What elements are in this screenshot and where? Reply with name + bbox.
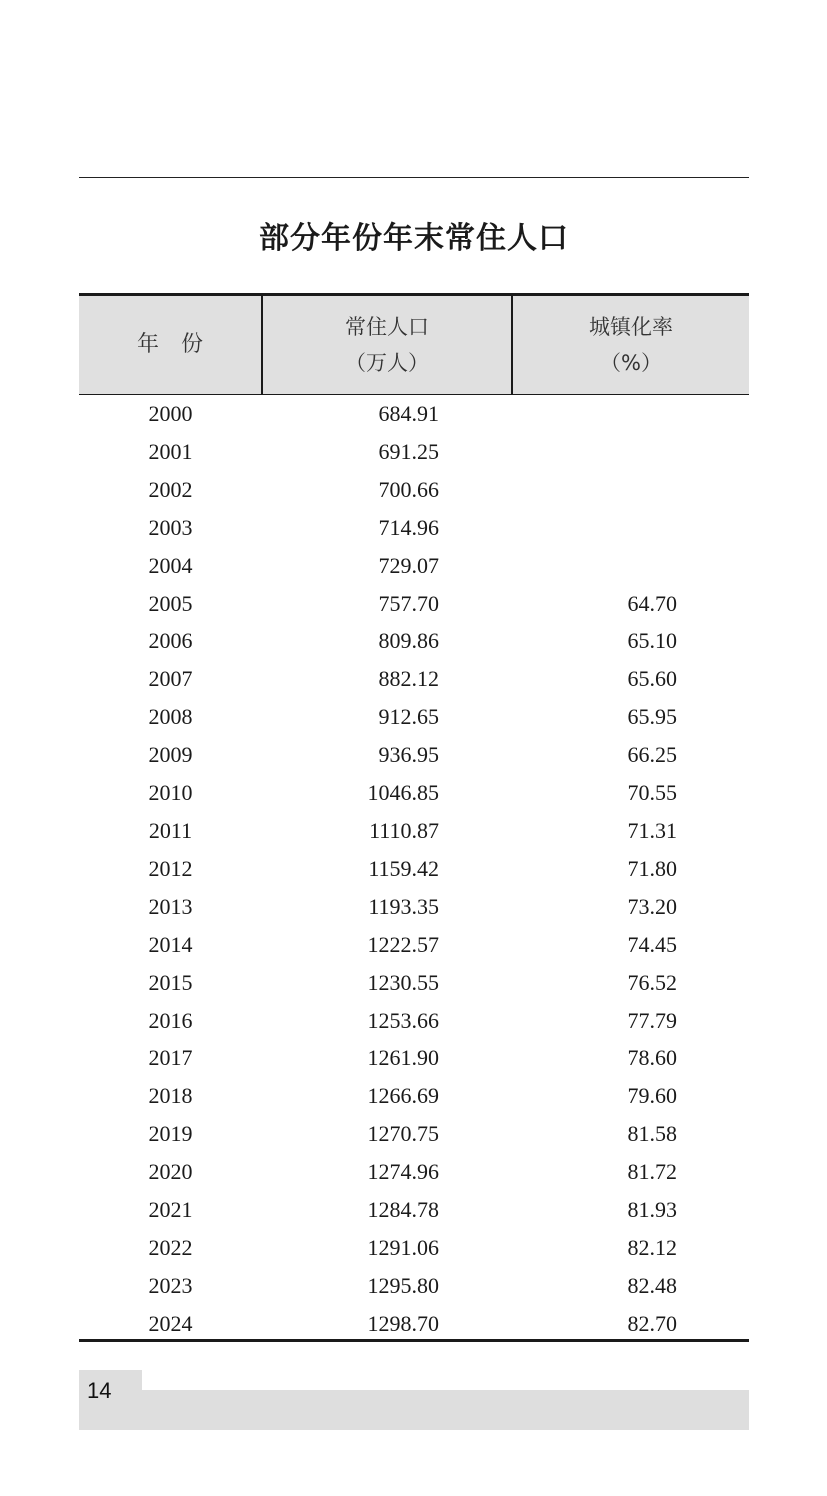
cell-population: 882.12	[378, 666, 439, 692]
cell-year: 2009	[148, 742, 193, 768]
cell-year: 2022	[148, 1234, 193, 1260]
cell-population: 1230.55	[367, 969, 439, 995]
cell-year: 2001	[148, 438, 193, 464]
header-population-unit: （万人）	[345, 351, 429, 375]
table-row	[79, 1002, 749, 1040]
cell-urbanization-rate: 82.48	[627, 1272, 677, 1298]
cell-urbanization-rate	[512, 547, 749, 585]
cell-year: 2012	[148, 855, 193, 881]
cell-year: 2005	[148, 590, 193, 616]
cell-population: 1110.87	[369, 817, 439, 843]
table-row	[79, 1229, 749, 1267]
cell-population: 1266.69	[367, 1083, 439, 1109]
cell-year: 2015	[148, 969, 193, 995]
table-header	[79, 295, 749, 395]
cell-year: 2013	[148, 893, 193, 919]
cell-population: 1046.85	[367, 780, 439, 806]
table-row	[79, 850, 749, 888]
table-row	[79, 1305, 749, 1343]
cell-urbanization-rate: 82.12	[627, 1234, 677, 1260]
cell-year: 2008	[148, 704, 193, 730]
cell-population: 1222.57	[367, 931, 439, 957]
table-row	[79, 1153, 749, 1191]
footer-band	[79, 1390, 749, 1430]
cell-urbanization-rate: 71.80	[627, 855, 677, 881]
table-row	[79, 1267, 749, 1305]
table-row	[79, 433, 749, 471]
cell-population: 1159.42	[368, 855, 439, 881]
cell-urbanization-rate: 65.95	[627, 704, 677, 730]
cell-population: 714.96	[378, 514, 439, 540]
cell-urbanization-rate: 78.60	[627, 1045, 677, 1071]
table-row	[79, 964, 749, 1002]
cell-urbanization-rate: 70.55	[627, 780, 677, 806]
page-number: 14	[87, 1378, 112, 1403]
table-row	[79, 509, 749, 547]
table-row	[79, 698, 749, 736]
bottom-rule	[79, 1339, 749, 1342]
cell-year: 2023	[148, 1272, 193, 1298]
table-body	[79, 395, 749, 1343]
cell-urbanization-rate: 71.31	[627, 817, 677, 843]
header-urbanization	[512, 295, 749, 395]
cell-year: 2007	[148, 666, 193, 692]
cell-urbanization-rate: 82.70	[627, 1310, 677, 1336]
header-row	[79, 295, 749, 395]
table-row	[79, 926, 749, 964]
cell-urbanization-rate	[512, 471, 749, 509]
cell-urbanization-rate: 65.60	[627, 666, 677, 692]
cell-population: 936.95	[378, 742, 439, 768]
table-row	[79, 774, 749, 812]
cell-population: 1291.06	[367, 1234, 439, 1260]
cell-year: 2014	[148, 931, 193, 957]
cell-population: 1270.75	[367, 1121, 439, 1147]
cell-urbanization-rate: 77.79	[627, 1007, 677, 1033]
table-row	[79, 622, 749, 660]
table-row	[79, 547, 749, 585]
cell-population: 691.25	[378, 438, 439, 464]
cell-population: 1274.96	[367, 1159, 439, 1185]
table-row	[79, 1077, 749, 1115]
cell-population: 700.66	[378, 476, 439, 502]
cell-year: 2004	[148, 552, 193, 578]
cell-population: 1253.66	[367, 1007, 439, 1033]
table-row	[79, 1039, 749, 1077]
cell-urbanization-rate	[512, 509, 749, 547]
cell-year: 2003	[148, 514, 193, 540]
page-title: 部分年份年末常住人口	[259, 221, 569, 256]
table-row	[79, 471, 749, 509]
header-year	[79, 295, 262, 395]
cell-population: 684.91	[378, 401, 439, 426]
cell-year: 2020	[148, 1159, 193, 1185]
cell-population: 912.65	[378, 704, 439, 730]
cell-urbanization-rate: 81.93	[627, 1197, 677, 1223]
cell-urbanization-rate: 65.10	[627, 628, 677, 654]
cell-year: 2019	[148, 1121, 193, 1147]
population-table-wrap	[79, 293, 749, 1343]
header-population	[262, 295, 512, 395]
cell-urbanization-rate: 76.52	[627, 969, 677, 995]
cell-population: 757.70	[378, 590, 439, 616]
table-row	[79, 1115, 749, 1153]
table-row	[79, 1191, 749, 1229]
population-table	[79, 293, 749, 1343]
cell-population: 1298.70	[367, 1310, 439, 1336]
header-urbanization-unit: （%）	[600, 351, 662, 375]
table-row	[79, 395, 749, 433]
cell-urbanization-rate: 66.25	[627, 742, 677, 768]
cell-urbanization-rate	[512, 433, 749, 471]
cell-population: 729.07	[378, 552, 439, 578]
cell-urbanization-rate: 64.70	[627, 590, 677, 616]
cell-year: 2021	[148, 1197, 193, 1223]
table-row	[79, 736, 749, 774]
cell-year: 2006	[148, 628, 193, 654]
header-urbanization-label: 城镇化率	[589, 315, 673, 339]
cell-year: 2002	[148, 476, 193, 502]
header-population-label: 常住人口	[345, 315, 429, 339]
header-year-label: 年 份	[136, 332, 203, 357]
cell-population: 809.86	[378, 628, 439, 654]
cell-year: 2017	[148, 1045, 193, 1071]
cell-population: 1284.78	[367, 1197, 439, 1223]
table-row	[79, 660, 749, 698]
table-row	[79, 585, 749, 623]
cell-population: 1295.80	[367, 1272, 439, 1298]
cell-urbanization-rate: 73.20	[627, 893, 677, 919]
cell-urbanization-rate: 81.72	[627, 1159, 677, 1185]
cell-year: 2024	[148, 1310, 193, 1336]
top-rule	[79, 177, 749, 178]
cell-year: 2018	[148, 1083, 193, 1109]
table-row	[79, 888, 749, 926]
cell-year: 2010	[148, 780, 193, 806]
cell-urbanization-rate	[512, 395, 749, 433]
table-row	[79, 812, 749, 850]
cell-urbanization-rate: 79.60	[627, 1083, 677, 1109]
cell-population: 1261.90	[367, 1045, 439, 1071]
cell-population: 1193.35	[368, 893, 439, 919]
cell-year: 2000	[148, 401, 193, 426]
cell-year: 2011	[148, 817, 193, 843]
cell-urbanization-rate: 74.45	[627, 931, 677, 957]
cell-urbanization-rate: 81.58	[627, 1121, 677, 1147]
cell-year: 2016	[148, 1007, 193, 1033]
